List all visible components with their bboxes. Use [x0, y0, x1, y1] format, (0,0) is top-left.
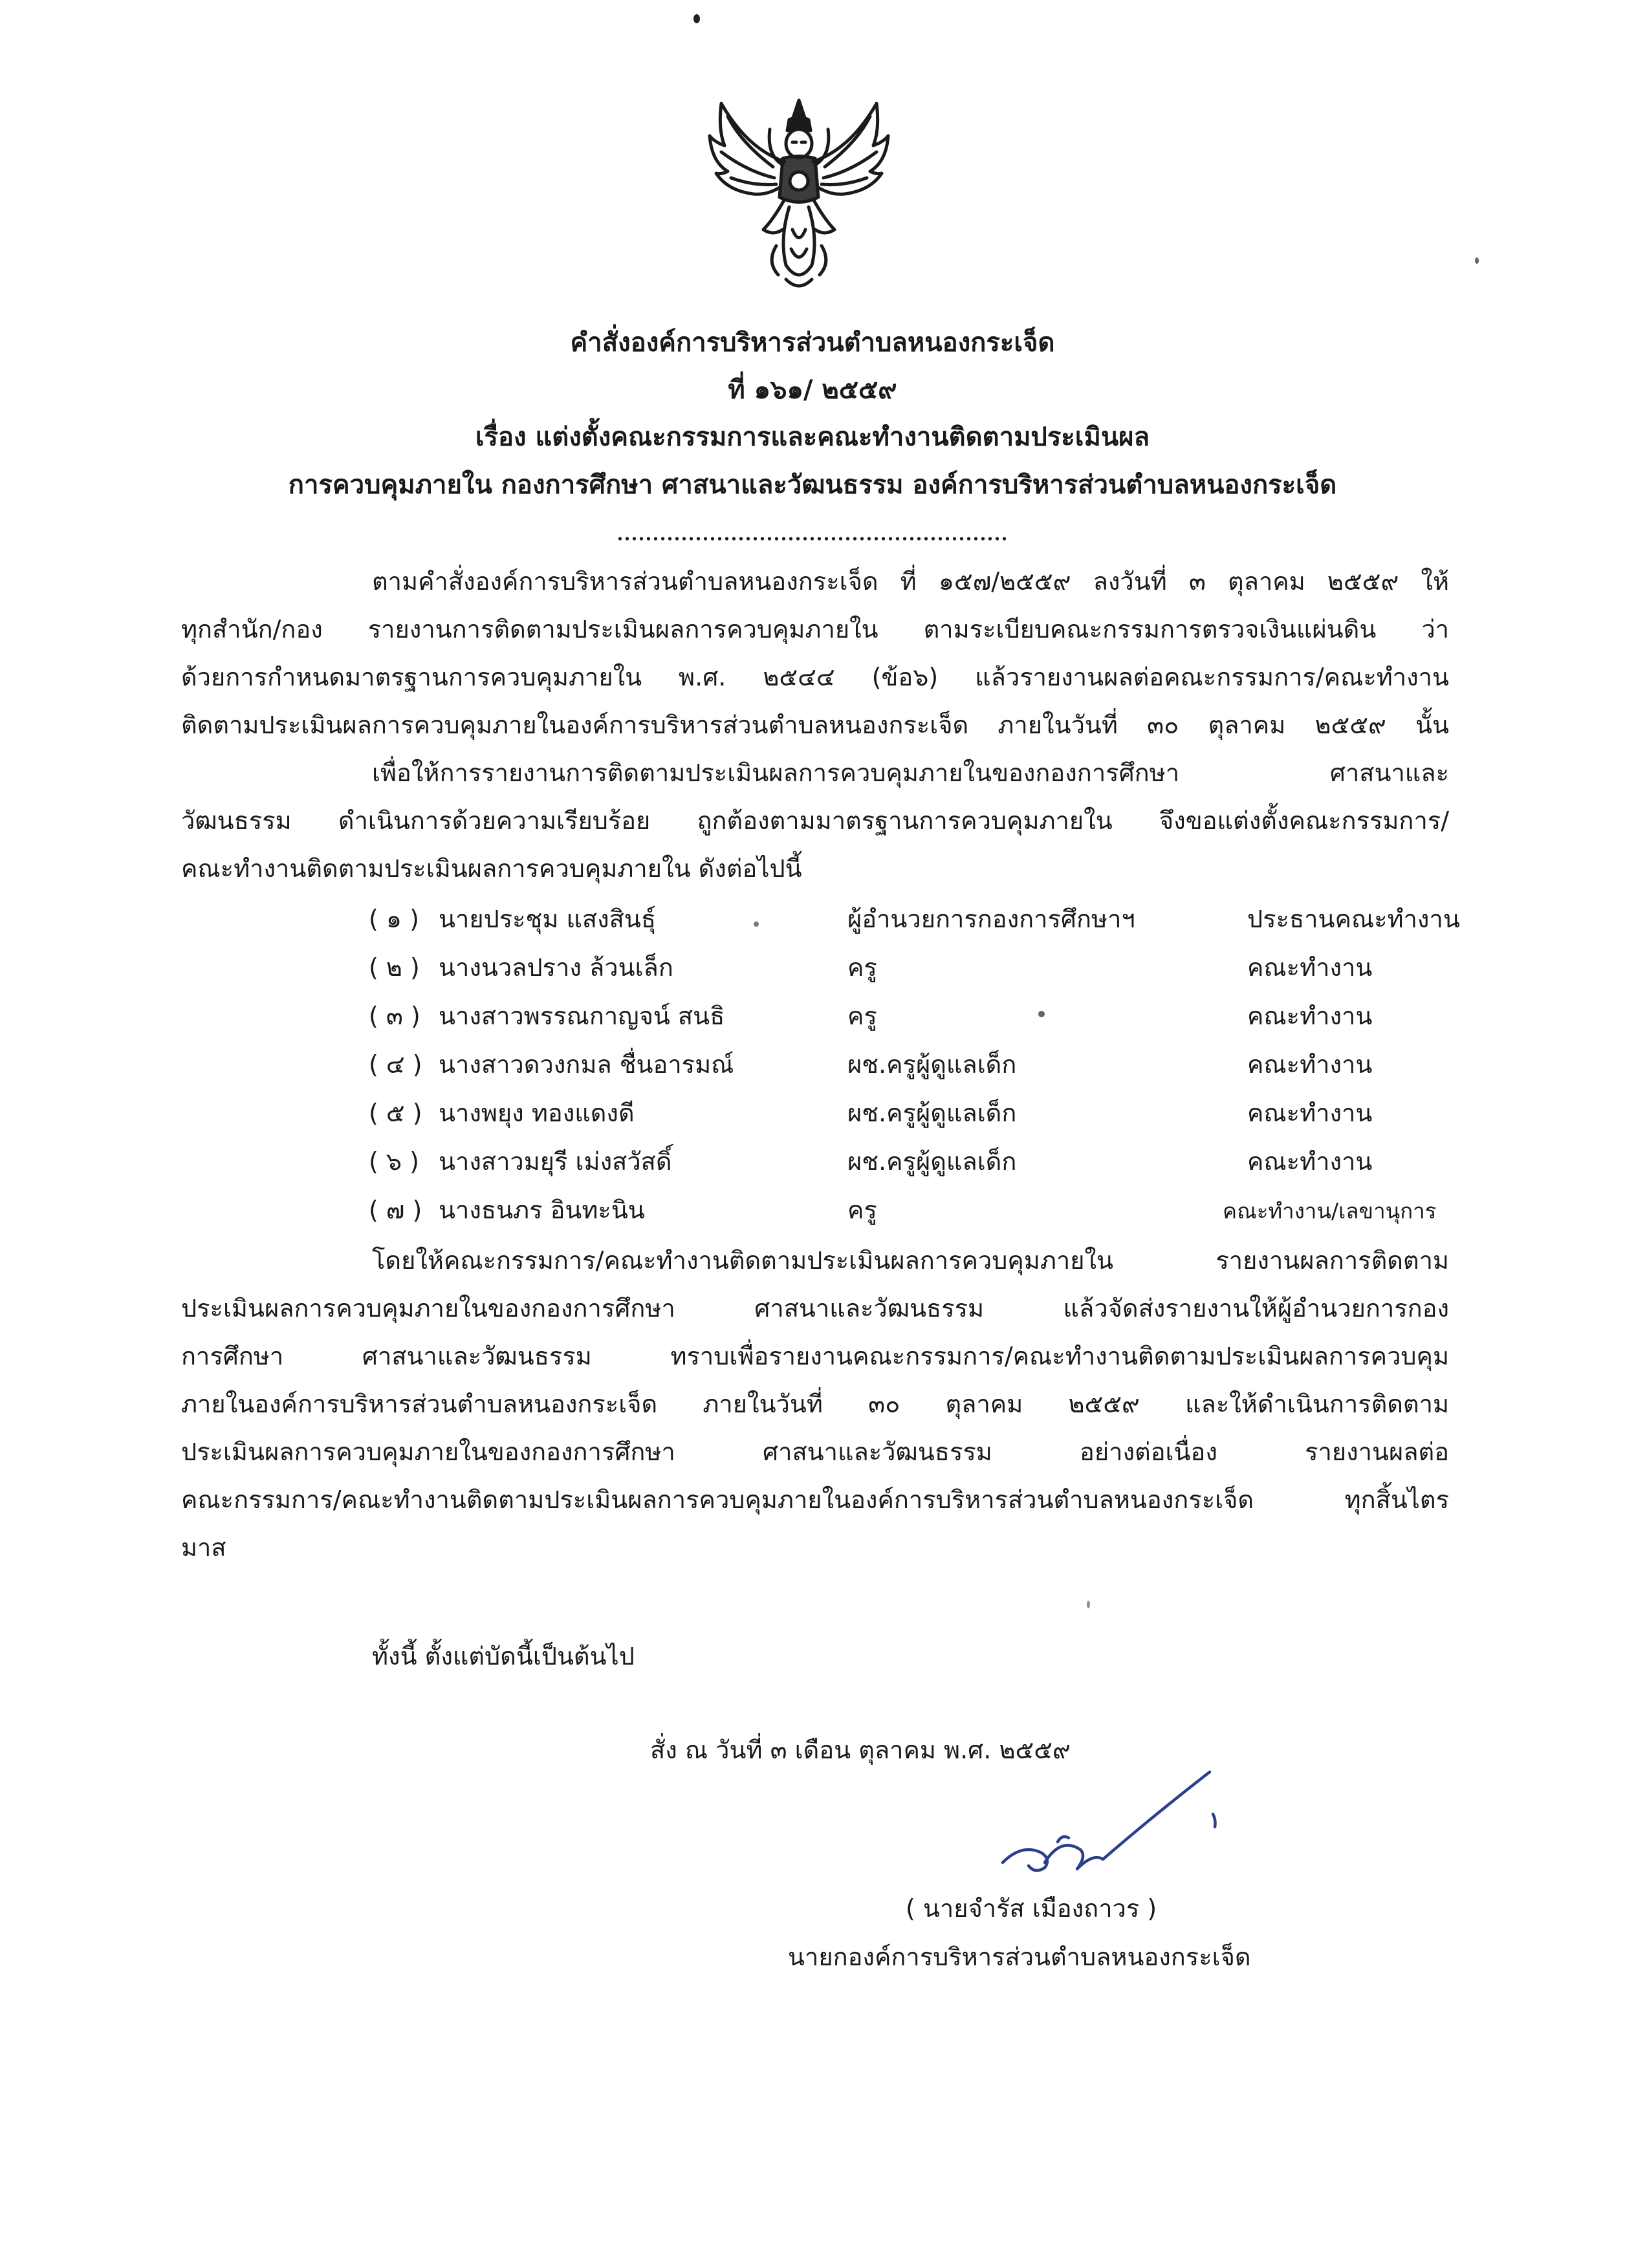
- member-name: นางนวลปราง ล้วนเล็ก: [439, 953, 673, 982]
- member-row: [0, 1141, 1625, 1180]
- member-role: คณะทำงาน: [1247, 1002, 1373, 1030]
- member-position: ผช.ครูผู้ดูแลเด็ก: [847, 1147, 1017, 1176]
- garuda-emblem-icon: [702, 91, 896, 297]
- scan-speck: [1087, 1601, 1090, 1608]
- paragraph-2-line: คณะทำงานติดตามประเมินผลการควบคุมภายใน ดังต่อไปนี้: [181, 854, 802, 883]
- paragraph-3-line: ภายในองค์การบริหารส่วนตำบลหนองกระเจ็ด ภายในวันที่ ๓๐ ตุลาคม ๒๕๕๙ และให้ดำเนินการติดตาม: [181, 1390, 1449, 1418]
- member-role: ประธานคณะทำงาน: [1247, 905, 1460, 933]
- order-number: ที่ ๑๖๑/ ๒๕๕๙: [728, 375, 897, 405]
- member-role: คณะทำงาน/เลขานุการ: [1223, 1198, 1437, 1224]
- member-position: ผช.ครูผู้ดูแลเด็ก: [847, 1050, 1017, 1079]
- paragraph-1-line: ตามคำสั่งองค์การบริหารส่วนตำบลหนองกระเจ็ด ที่ ๑๕๗/๒๕๕๙ ลงวันที่ ๓ ตุลาคม ๒๕๕๙ ให้: [372, 567, 1449, 596]
- paragraph-3-line: ประเมินผลการควบคุมภายในของกองการศึกษา ศาสนาและวัฒนธรรม แล้วจัดส่งรายงานให้ผู้อำนวยการกอง: [181, 1294, 1449, 1323]
- member-name: นางสาวดวงกมล ชื่นอารมณ์: [439, 1050, 734, 1079]
- member-number: ( ๕ ): [369, 1099, 422, 1127]
- member-row: [0, 1044, 1625, 1083]
- effective-statement: ทั้งนี้ ตั้งแต่บัดนี้เป็นต้นไป: [372, 1642, 635, 1670]
- member-row: [0, 899, 1625, 938]
- member-row: [0, 947, 1625, 986]
- member-number: ( ๔ ): [369, 1050, 422, 1079]
- paragraph-1-line: ติดตามประเมินผลการควบคุมภายในองค์การบริหารส่วนตำบลหนองกระเจ็ด ภายในวันที่ ๓๐ ตุลาคม ๒๕๕๙ นั้น: [181, 711, 1449, 739]
- subject-line-2: การควบคุมภายใน กองการศึกษา ศาสนาและวัฒนธรรม องค์การบริหารส่วนตำบลหนองกระเจ็ด: [288, 470, 1337, 500]
- member-number: ( ๓ ): [369, 1002, 420, 1030]
- member-name: นายประชุม แสงสินธุ์: [439, 905, 657, 933]
- paragraph-1-line: ด้วยการกำหนดมาตรฐานการควบคุมภายใน พ.ศ. ๒๕๔๔ (ข้อ๖) แล้วรายงานผลต่อคณะกรรมการ/คณะทำงาน: [181, 663, 1449, 691]
- order-title: คำสั่งองค์การบริหารส่วนตำบลหนองกระเจ็ด: [570, 328, 1055, 358]
- member-role: คณะทำงาน: [1247, 1099, 1373, 1127]
- scan-speck: [693, 14, 700, 23]
- member-number: ( ๒ ): [369, 953, 420, 982]
- member-number: ( ๑ ): [369, 905, 419, 933]
- scan-speck: [1038, 1011, 1045, 1017]
- member-name: นางธนภร อินทะนิน: [439, 1196, 645, 1224]
- paragraph-3-line: ประเมินผลการควบคุมภายในของกองการศึกษา ศาสนาและวัฒนธรรม อย่างต่อเนื่อง รายงานผลต่อ: [181, 1438, 1449, 1466]
- subject-line-1: เรื่อง แต่งตั้งคณะกรรมการและคณะทำงานติดตามประเมินผล: [475, 422, 1150, 452]
- member-row: [0, 1093, 1625, 1132]
- dotted-separator: [616, 534, 1009, 543]
- member-name: นางสาวพรรณกาญจน์ สนธิ: [439, 1002, 725, 1030]
- member-number: ( ๗ ): [369, 1196, 422, 1224]
- handwritten-signature: [990, 1766, 1249, 1888]
- member-name: นางสาวมยุรี เม่งสวัสดิ์: [439, 1147, 672, 1176]
- member-role: คณะทำงาน: [1247, 1147, 1373, 1176]
- paragraph-3-line: การศึกษา ศาสนาและวัฒนธรรม ทราบเพื่อรายงานคณะกรรมการ/คณะทำงานติดตามประเมินผลการควบคุม: [181, 1342, 1449, 1370]
- member-number: ( ๖ ): [369, 1147, 419, 1176]
- member-position: ครู: [847, 1002, 877, 1030]
- member-row: [0, 1190, 1625, 1229]
- paragraph-2-line: วัฒนธรรม ดำเนินการด้วยความเรียบร้อย ถูกต้องตามมาตรฐานการควบคุมภายใน จึงขอแต่งตั้งคณะกรรมการ/: [181, 806, 1449, 835]
- paragraph-3-line: มาส: [181, 1533, 226, 1562]
- signer-title: นายกองค์การบริหารส่วนตำบลหนองกระเจ็ด: [788, 1943, 1251, 1971]
- member-position: ครู: [847, 1196, 877, 1224]
- paragraph-2-line: เพื่อให้การรายงานการติดตามประเมินผลการควบคุมภายในของกองการศึกษา ศาสนาและ: [372, 759, 1449, 787]
- paragraph-1-line: ทุกสำนัก/กอง รายงานการติดตามประเมินผลการควบคุมภายใน ตามระเบียบคณะกรรมการตรวจเงินแผ่นดิน ว่า: [181, 615, 1449, 643]
- order-date: สั่ง ณ วันที่ ๓ เดือน ตุลาคม พ.ศ. ๒๕๕๙: [650, 1736, 1071, 1764]
- member-name: นางพยุง ทองแดงดี: [439, 1099, 635, 1127]
- paragraph-3-line: คณะกรรมการ/คณะทำงานติดตามประเมินผลการควบคุมภายในองค์การบริหารส่วนตำบลหนองกระเจ็ด ทุกสิ้นไตร: [181, 1485, 1449, 1514]
- member-position: ผู้อำนวยการกองการศึกษาฯ: [847, 905, 1135, 933]
- scan-speck: [754, 922, 759, 927]
- paragraph-3-line: โดยให้คณะกรรมการ/คณะทำงานติดตามประเมินผลการควบคุมภายใน รายงานผลการติดตาม: [372, 1246, 1449, 1275]
- member-role: คณะทำงาน: [1247, 953, 1373, 982]
- scan-speck: [1475, 257, 1479, 264]
- member-position: ครู: [847, 953, 877, 982]
- signer-name: ( นายจำรัส เมืองถาวร ): [906, 1894, 1157, 1923]
- member-position: ผช.ครูผู้ดูแลเด็ก: [847, 1099, 1017, 1127]
- member-role: คณะทำงาน: [1247, 1050, 1373, 1079]
- member-row: [0, 996, 1625, 1035]
